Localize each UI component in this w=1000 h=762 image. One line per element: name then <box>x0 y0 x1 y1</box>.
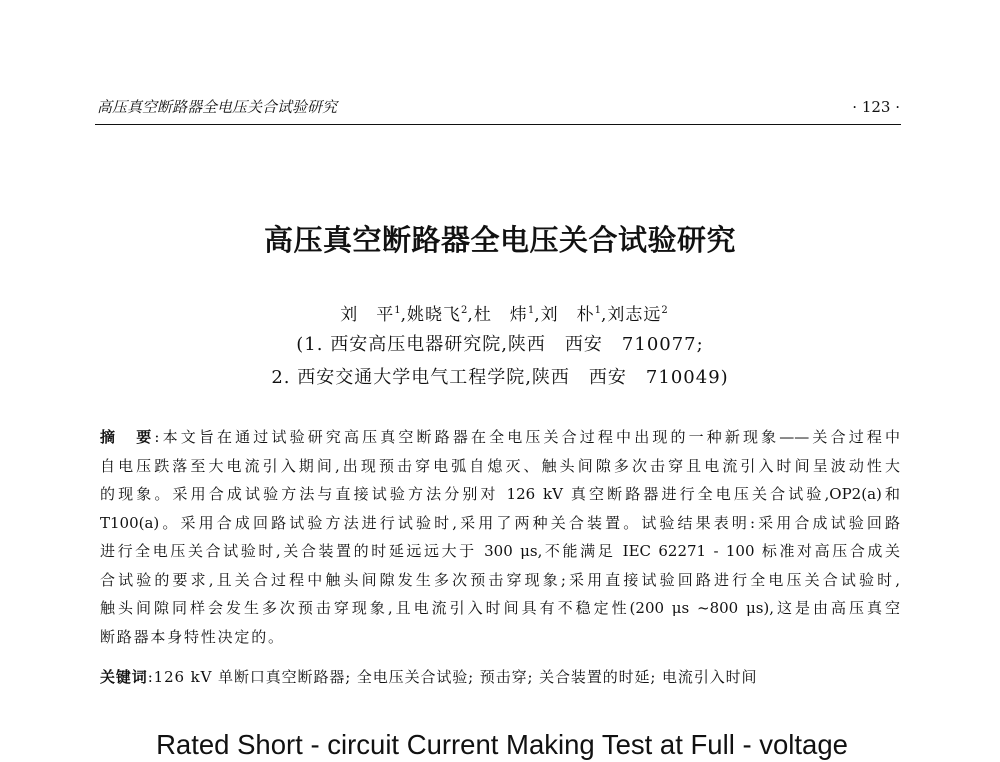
author-name: 刘 平 <box>340 305 395 325</box>
author-affiliation-mark: 1 <box>394 305 401 316</box>
author-separator: , <box>600 305 608 325</box>
page-number: · 123 · <box>852 98 900 116</box>
author-name: 刘 朴 <box>540 305 595 325</box>
abstract-line: 断路器本身特性决定的。 <box>100 628 285 646</box>
author-affiliation-mark: 1 <box>594 305 601 316</box>
author-separator: , <box>467 305 474 325</box>
abstract-line: 自电压跌落至大电流引入期间,出现预击穿电弧自熄灭、触头间隙多次击穿且电流引入时间呈波动性大 <box>100 457 900 475</box>
author-name: 杜 炜 <box>473 305 528 325</box>
abstract-line: 进行全电压关合试验时,关合装置的时延远远大于 300 μs,不能满足 IEC 62271 - 100 标准对高压合成关 <box>100 542 900 560</box>
abstract-text: :本文旨在通过试验研究高压真空断路器在全电压关合过程中出现的一种新现象——关合过程中 <box>154 428 900 446</box>
abstract-line: 合试验的要求,且关合过程中触头间隙发生多次预击穿现象;采用直接试验回路进行全电压关合试验时, <box>100 571 900 589</box>
keywords <box>100 666 900 688</box>
author-name: 姚晓飞 <box>407 305 462 325</box>
author-separator: , <box>400 305 408 325</box>
author-name: 刘志远 <box>607 305 662 325</box>
abstract-label: 摘 要 <box>100 428 155 446</box>
author-affiliation-mark: 1 <box>527 305 535 316</box>
author-separator: , <box>534 305 541 325</box>
running-header-title: 高压真空断路器全电压关合试验研究 <box>97 98 338 116</box>
keywords-label: 关键词 <box>100 668 148 686</box>
author-affiliation-mark: 2 <box>661 305 668 316</box>
keywords-text: :126 kV 单断口真空断路器; 全电压关合试验; 预击穿; 关合装置的时延; 电流引入时间 <box>147 668 758 686</box>
affiliation-1: (1. 西安高压电器研究院,陕西 西安 710077; <box>296 334 704 355</box>
abstract-line: 的现象。采用合成试验方法与直接试验方法分别对 126 kV 真空断路器进行全电压关合试验,OP2(a)和 <box>100 485 900 503</box>
abstract-line: 触头间隙同样会发生多次预击穿现象,且电流引入时间具有不稳定性(200 μs ~800 μs),这是由高压真空 <box>100 599 900 617</box>
header-rule <box>95 124 901 125</box>
abstract-line <box>100 426 900 448</box>
abstract-line: T100(a)。采用合成回路试验方法进行试验时,采用了两种关合装置。试验结果表明:采用合成试验回路 <box>100 514 900 532</box>
english-title: Rated Short - circuit Current Making Test at Full - voltage <box>156 729 848 760</box>
paper-title: 高压真空断路器全电压关合试验研究 <box>263 223 736 257</box>
author-affiliation-mark: 2 <box>461 305 468 316</box>
affiliation-2: 2. 西安交通大学电气工程学院,陕西 西安 710049) <box>271 367 729 388</box>
author-list <box>0 298 1000 324</box>
